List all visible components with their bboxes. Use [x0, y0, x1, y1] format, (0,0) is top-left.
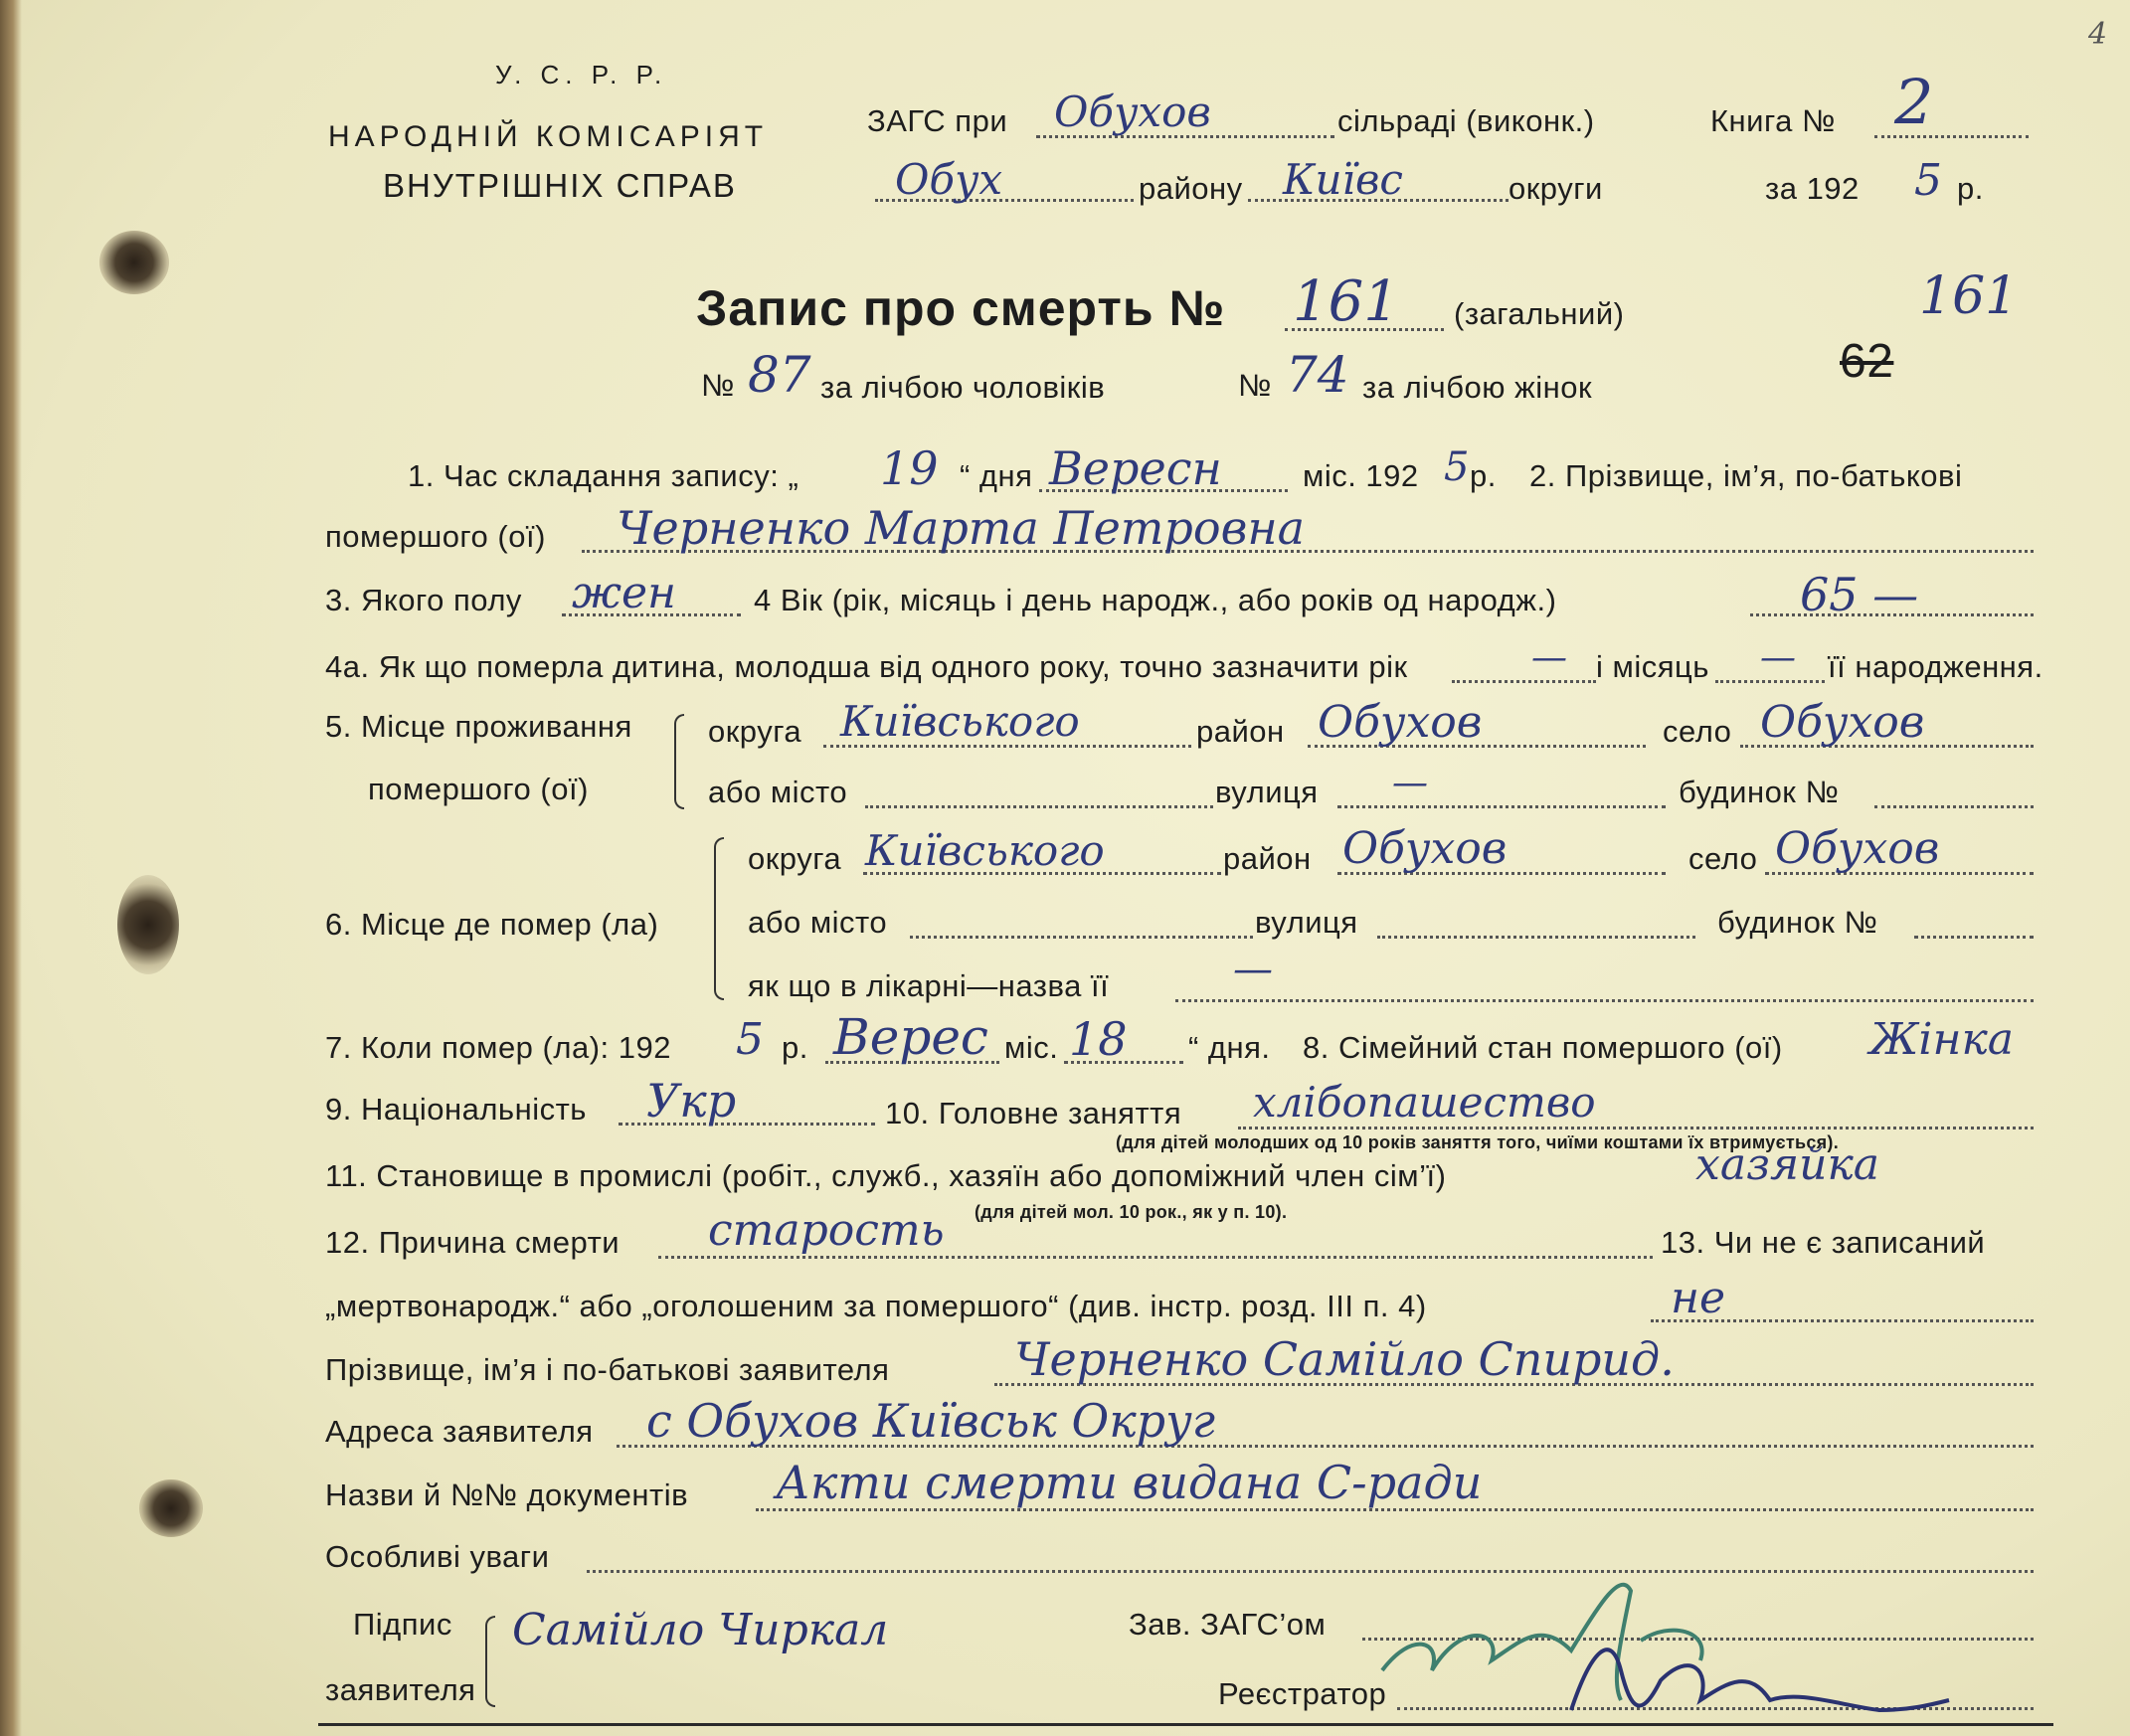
f3-label: 3. Якого полу	[325, 583, 522, 617]
signature-brace	[485, 1616, 495, 1707]
f5-budynok-label: будинок №	[1679, 775, 1840, 809]
f1-month: Вересн	[1049, 441, 1222, 495]
f4a-year: —	[1531, 637, 1567, 678]
zags-prefix: ЗАГС при	[867, 103, 1008, 138]
f6-likarnia-label: як що в лікарні—назва її	[748, 968, 1110, 1003]
signature-label1: Підпис	[353, 1607, 452, 1642]
f4-value: 65 —	[1800, 568, 1919, 621]
f4a-end: її народження.	[1828, 649, 2043, 684]
f6-brace	[714, 837, 724, 1000]
f5-misto-label: або місто	[708, 775, 848, 809]
f1-year-suffix: р.	[1470, 458, 1497, 493]
f7-label: 7. Коли помер (ла): 192	[325, 1030, 671, 1065]
f5-misto-line	[865, 805, 1213, 808]
f5-vulytsia-line	[1337, 805, 1666, 808]
f13-label: 13. Чи не є записаний	[1661, 1225, 1986, 1260]
f6-misto-line	[910, 936, 1253, 939]
f9-label: 9. Національність	[325, 1092, 587, 1127]
f8-value: Жінка	[1869, 1014, 2014, 1065]
f5-selo: Обухов	[1760, 697, 1925, 748]
documents-value: Акти смерти видана С-ради	[776, 1456, 1483, 1509]
applicant-name: Черненко Самійло Спирид.	[1014, 1332, 1675, 1386]
okruha-label: округи	[1509, 171, 1603, 206]
f5-label2: помершого (ої)	[368, 772, 589, 806]
f5-label1: 5. Місце проживання	[325, 709, 632, 744]
applicant-address-label: Адреса заявителя	[325, 1414, 594, 1449]
zags-head-label: Зав. ЗАГС’ом	[1129, 1607, 1327, 1642]
f6-misto-label: або місто	[748, 905, 888, 940]
men-prefix: №	[701, 368, 735, 403]
f6-label: 6. Місце де помер (ла)	[325, 907, 659, 942]
f4a-label: 4а. Як що померла дитина, молодша від одного року, точно зазначити рік	[325, 649, 1408, 684]
f6-budynok-line	[1914, 936, 2034, 939]
men-label: за лічбою чоловіків	[820, 370, 1106, 405]
year-value: 5	[1914, 155, 1942, 206]
f7-month-label: міс.	[1004, 1030, 1059, 1065]
commissariat-line2: ВНУТРІШНІХ СПРАВ	[383, 167, 737, 204]
corner-number: 161	[1919, 266, 2019, 326]
f5-vulytsia-label: вулиця	[1215, 775, 1319, 809]
district-value: Обух	[895, 155, 1003, 204]
f1-day-label: “ дня	[960, 458, 1033, 493]
f5-rayon: Обухов	[1318, 697, 1483, 748]
men-value: 87	[748, 346, 811, 404]
corner-struck-number: 62	[1840, 335, 1894, 388]
book-value: 2	[1894, 66, 1934, 138]
district-label: району	[1139, 171, 1243, 206]
record-title: Запис про смерть №	[696, 280, 1226, 336]
f6-okruha: Київського	[865, 826, 1105, 875]
f5-okruha-label: округа	[708, 714, 802, 749]
documents-label: Назви й №№ документів	[325, 1477, 689, 1512]
applicant-name-label: Прізвище, ім’я і по-батькові заявителя	[325, 1352, 890, 1387]
f6-selo-label: село	[1688, 841, 1758, 876]
record-general: (загальний)	[1454, 296, 1625, 331]
f11-value: хазяйка	[1695, 1139, 1880, 1190]
registrar-label: Реєстратор	[1218, 1676, 1387, 1711]
f7-day-label: “ дня.	[1188, 1030, 1271, 1065]
f2-label2: помершого (ої)	[325, 519, 546, 554]
f5-budynok-line	[1874, 805, 2034, 808]
f6-rayon-label: район	[1223, 841, 1312, 876]
f4a-month-line	[1715, 680, 1825, 683]
year-prefix: за 192	[1765, 171, 1860, 206]
f12-value: старость	[708, 1205, 945, 1256]
f9-value: Укр	[646, 1074, 737, 1128]
commissariat-line1: НАРОДНІЙ КОМІСАРІЯТ	[328, 120, 769, 153]
zags-value: Обухов	[1054, 87, 1211, 136]
punch-hole-1	[99, 231, 169, 294]
binding-edge	[0, 0, 22, 1736]
notes-label: Особливі уваги	[325, 1539, 550, 1574]
f5-rayon-label: район	[1196, 714, 1285, 749]
f6-okruha-label: округа	[748, 841, 842, 876]
record-number: 161	[1293, 269, 1399, 334]
f1-year: 5	[1444, 444, 1470, 490]
f7-year: 5	[736, 1014, 764, 1065]
f4a-month: —	[1760, 637, 1796, 678]
f13-label2: „мертвонародж.“ або „оголошеним за помершого“ (див. інстр. розд. III п. 4)	[325, 1289, 1427, 1323]
punch-hole-3	[139, 1479, 203, 1537]
f6-vulytsia-line	[1377, 936, 1695, 939]
f6-vulytsia-label: вулиця	[1255, 905, 1358, 940]
signature-value: Самійло Чиркал	[512, 1605, 889, 1655]
registrar-signature	[1551, 1611, 1969, 1736]
f1-label: 1. Час складання запису: „	[408, 458, 799, 493]
f10-line	[1238, 1127, 2034, 1129]
punch-hole-2	[117, 875, 179, 974]
corner-mark: 4	[2088, 17, 2108, 52]
f13-value: не	[1671, 1273, 1726, 1323]
f1-year-label: міс. 192	[1303, 458, 1419, 493]
f4a-year-line	[1452, 680, 1596, 683]
f10-note: (для дітей молодших од 10 років заняття того, чиїми коштами їх втримується).	[1116, 1132, 1840, 1152]
f11-label: 11. Становище в промислі (робіт., служб., хазяїн або допоміжний член сім’ї)	[325, 1158, 1447, 1193]
women-prefix: №	[1238, 368, 1272, 403]
f6-selo: Обухов	[1775, 823, 1940, 874]
f6-likarnia-line	[1175, 999, 2034, 1002]
f2-label: 2. Прізвище, ім’я, по-батькові	[1529, 458, 1963, 493]
f1-day: 19	[880, 441, 939, 495]
women-label: за лічбою жінок	[1362, 370, 1593, 405]
f5-brace	[674, 714, 684, 809]
f5-okruha: Київського	[840, 697, 1080, 746]
f11-note: (для дітей мол. 10 рок., як у п. 10).	[975, 1202, 1288, 1222]
f10-label: 10. Головне заняття	[885, 1096, 1182, 1130]
republic-label: У. С. Р. Р.	[495, 60, 668, 89]
f7-year-suffix: р.	[782, 1030, 808, 1065]
f8-label: 8. Сімейний стан помершого (ої)	[1303, 1030, 1783, 1065]
women-value: 74	[1286, 346, 1349, 404]
f7-day: 18	[1069, 1012, 1128, 1066]
f12-line	[658, 1256, 1653, 1259]
f7-month: Верес	[833, 1008, 988, 1066]
f3-value: жен	[572, 568, 677, 618]
f4-label: 4 Вік (рік, місяць і день народж., або років од народж.)	[754, 583, 1557, 617]
f2-value: Черненко Марта Петровна	[617, 501, 1306, 555]
bottom-rule	[318, 1723, 2053, 1726]
signature-label2: заявителя	[325, 1672, 476, 1707]
okruha-value: Київс	[1283, 155, 1403, 204]
f10-value: хлібопашество	[1253, 1078, 1596, 1127]
f6-rayon: Обухов	[1342, 823, 1508, 874]
f5-vulytsia: —	[1392, 763, 1428, 803]
book-label: Книга №	[1710, 103, 1836, 138]
f5-selo-label: село	[1663, 714, 1732, 749]
f12-label: 12. Причина смерти	[325, 1225, 621, 1260]
f6-likarnia: —	[1233, 947, 1273, 992]
f4a-mid: і місяць	[1596, 649, 1709, 684]
year-suffix: р.	[1957, 171, 1984, 206]
applicant-address: с Обухов Київськ Округ	[646, 1394, 1216, 1448]
zags-suffix: сільраді (виконк.)	[1337, 103, 1595, 138]
f6-budynok-label: будинок №	[1717, 905, 1878, 940]
